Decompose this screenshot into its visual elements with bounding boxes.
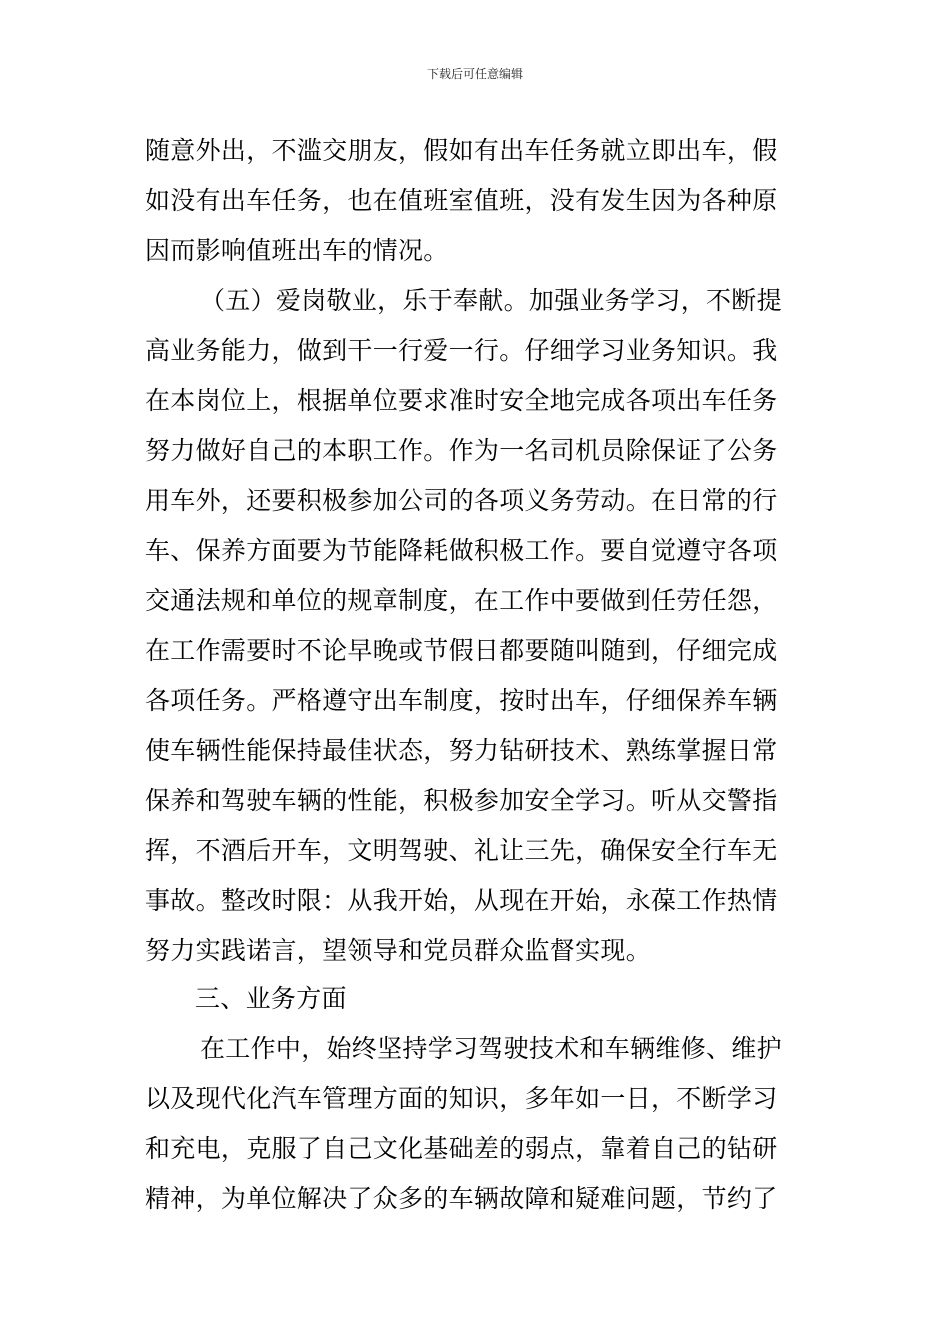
text-line: 交通法规和单位的规章制度，在工作中要做到任劳任怨， xyxy=(145,586,778,615)
text-line: 保养和驾驶车辆的性能，积极参加安全学习。听从交警指 xyxy=(145,786,778,815)
paragraph-start-line: 在工作中，始终坚持学习驾驶技术和车辆维修、维护 xyxy=(200,1034,782,1063)
text-line: 各项任务。严格遵守出车制度，按时出车，仔细保养车辆 xyxy=(145,686,778,715)
text-line: 在工作需要时不论早晚或节假日都要随叫随到，仔细完成 xyxy=(145,636,778,665)
paragraph-start-line: （五）爱岗敬业，乐于奉献。加强业务学习，不断提 xyxy=(200,286,782,315)
section-heading: 三、业务方面 xyxy=(195,984,347,1013)
text-line: 精神，为单位解决了众多的车辆故障和疑难问题，节约了 xyxy=(145,1184,778,1213)
text-line: 在本岗位上，根据单位要求准时安全地完成各项出车任务 xyxy=(145,386,778,415)
text-line: 和充电，克服了自己文化基础差的弱点，靠着自己的钻研 xyxy=(145,1134,778,1163)
text-line: 挥，不酒后开车，文明驾驶、礼让三先，确保安全行车无 xyxy=(145,836,778,865)
page-header-note: 下载后可任意编辑 xyxy=(426,67,523,81)
text-line: 高业务能力，做到干一行爱一行。仔细学习业务知识。我 xyxy=(145,336,778,365)
text-line: 使车辆性能保持最佳状态，努力钻研技术、熟练掌握日常 xyxy=(145,736,778,765)
text-line: 努力实践诺言，望领导和党员群众监督实现。 xyxy=(145,936,652,965)
text-line: 努力做好自己的本职工作。作为一名司机员除保证了公务 xyxy=(145,436,778,465)
text-line: 随意外出，不滥交朋友，假如有出车任务就立即出车，假 xyxy=(145,136,778,165)
text-line: 如没有出车任务，也在值班室值班，没有发生因为各种原 xyxy=(145,186,778,215)
text-line: 用车外，还要积极参加公司的各项义务劳动。在日常的行 xyxy=(145,486,778,515)
text-line: 因而影响值班出车的情况。 xyxy=(145,236,449,265)
text-line: 车、保养方面要为节能降耗做积极工作。要自觉遵守各项 xyxy=(145,536,778,565)
text-line: 事故。整改时限：从我开始，从现在开始，永葆工作热情 xyxy=(145,886,778,915)
text-line: 以及现代化汽车管理方面的知识，多年如一日，不断学习 xyxy=(145,1084,778,1113)
